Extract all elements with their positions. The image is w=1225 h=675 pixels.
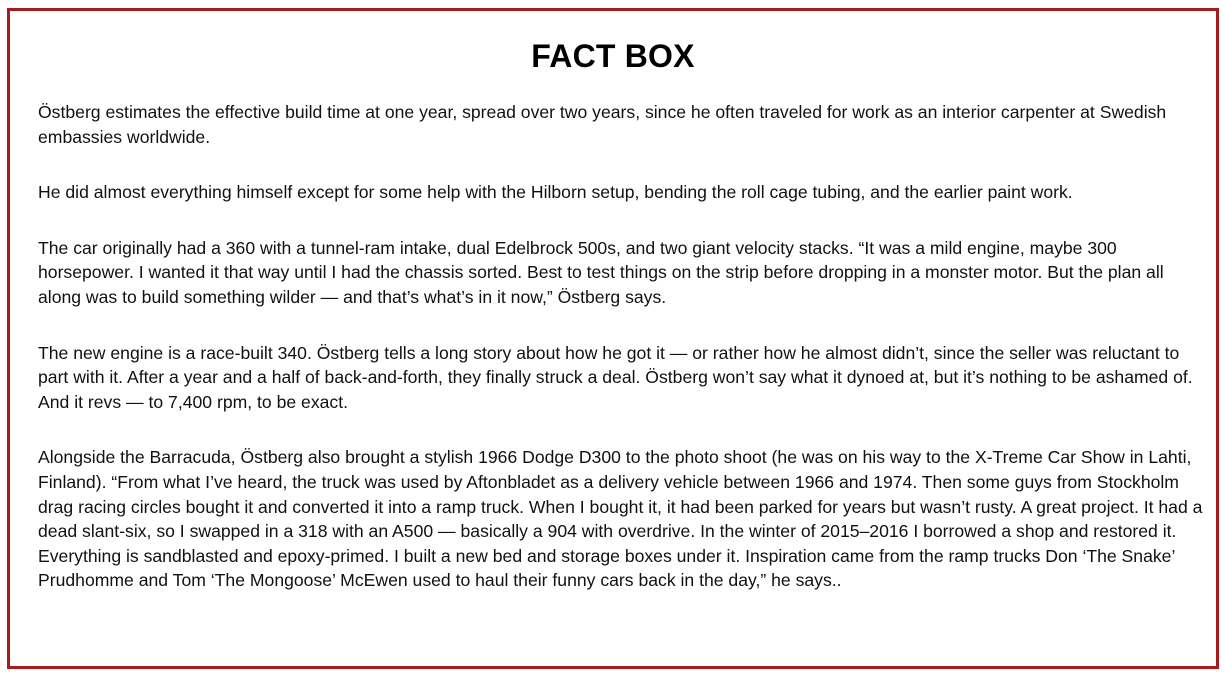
fact-box <box>7 8 1219 669</box>
fact-paragraph-new-engine: The new engine is a race-built 340. Östberg tells a long story about how he got it — or rather how he almost didn’t, since the seller was reluctant to part with it. After a year and a half of back-and-forth, they finally struck a deal. Östberg won’t say what it dynoed at, but it’s nothing to be ashamed of. And it revs — to 7,400 rpm, to be exact. <box>38 342 1193 412</box>
fact-paragraph-build-time: Östberg estimates the effective build time at one year, spread over two years, since he often traveled for work as an interior carpenter at Swedish embassies worldwide. <box>38 102 1167 147</box>
fact-paragraph-dodge-truck: Alongside the Barracuda, Östberg also brought a stylish 1966 Dodge D300 to the photo shoot (he was on his way to the X-Treme Car Show in Lahti, Finland). “From what I’ve heard, the truck was used by Aftonbladet as a delivery vehicle between 1966 and 1974. Then some guys from Stockholm drag racing circles bought it and converted it into a ramp truck. When I bought it, it had been parked for years but wasn’t rusty. A great project. It had a dead slant-six, so I swapped in a 318 with an A500 — basically a 904 with overdrive. In the winter of 2015–2016 I borrowed a shop and restored it. Everything is sandblasted and epoxy-primed. I built a new bed and storage boxes under it. Inspiration came from the ramp trucks Don ‘The Snake’ Prudhomme and Tom ‘The Mongoose’ McEwen used to haul their funny cars back in the day,” he says.. <box>38 447 1203 591</box>
fact-box-title: FACT BOX <box>531 38 695 74</box>
fact-paragraph-original-engine: The car originally had a 360 with a tunnel-ram intake, dual Edelbrock 500s, and two giant velocity stacks. “It was a mild engine, maybe 300 horsepower. I wanted it that way until I had the chassis sorted. Best to test things on the strip before dropping in a monster motor. But the plan all along was to build something wilder — and that’s what’s in it now,” Östberg says. <box>38 237 1164 307</box>
fact-box-body <box>38 100 1204 593</box>
fact-paragraph-diy-work: He did almost everything himself except for some help with the Hilborn setup, bending the roll cage tubing, and the earlier paint work. <box>38 182 1073 203</box>
